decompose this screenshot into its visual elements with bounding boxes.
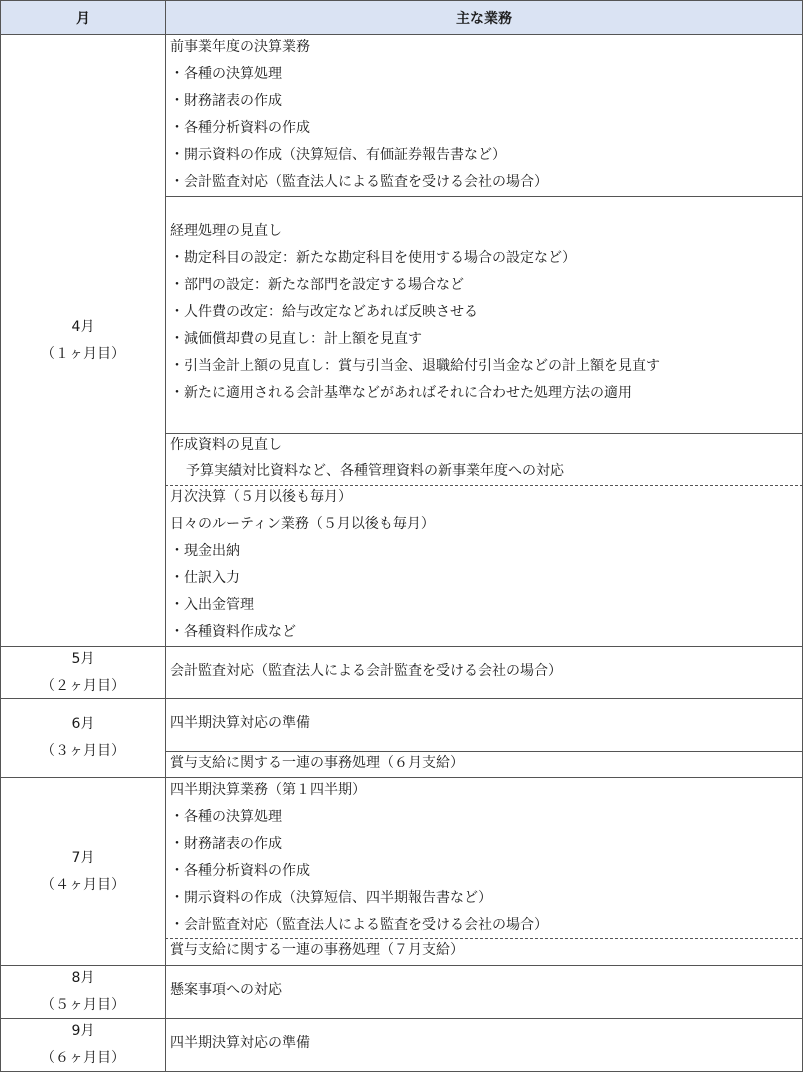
task-item: ・勘定科目の設定：新たな勘定科目を使用する場合の設定など） [170, 250, 576, 266]
task-heading: 経理処理の見直し [170, 223, 282, 239]
task-item: ・引当金計上額の見直し：賞与引当金、退職給付引当金などの計上額を見直す [170, 358, 660, 374]
task-item: ・会計監査対応（監査法人による監査を受ける会社の場合） [170, 174, 548, 190]
task-item: ・減価償却費の見直し：計上額を見直す [170, 331, 422, 347]
header-month: 月 [0, 0, 166, 35]
task-item: 予算実績対比資料など、各種管理資料の新事業年度への対応 [186, 463, 564, 479]
task-cell-april-accounting-review [165, 196, 803, 434]
task-item: ・財務諸表の作成 [170, 93, 282, 109]
task-item: 懸案事項への対応 [170, 982, 282, 998]
task-item: ・入出金管理 [170, 597, 254, 613]
task-item: 四半期決算対応の準備 [170, 715, 310, 731]
task-cell-july-quarterly-closing [165, 777, 803, 939]
task-cell-june-quarterly-prep [165, 698, 803, 752]
task-item: ・各種分析資料の作成 [170, 863, 310, 879]
header-main-tasks: 主な業務 [165, 0, 803, 35]
task-item: ・現金出納 [170, 543, 240, 559]
task-item: ・部門の設定：新たな部門を設定する場合など [170, 277, 464, 293]
month-sub: （３ヶ月目） [41, 743, 125, 759]
task-heading: 月次決算（５月以後も毎月） [170, 489, 352, 505]
month-cell-may [0, 646, 166, 699]
month-label: 8月 [71, 970, 95, 986]
month-label: 5月 [71, 650, 95, 667]
month-cell-august [0, 965, 166, 1019]
task-heading: 前事業年度の決算業務 [170, 39, 310, 55]
task-item: 賞与支給に関する一連の事務処理（７月支給） [170, 942, 464, 958]
month-label: 6月 [71, 716, 95, 732]
task-item: ・開示資料の作成（決算短信、有価証券報告書など） [170, 147, 506, 163]
task-cell-september [165, 1018, 803, 1072]
task-item: ・各種資料作成など [170, 624, 296, 640]
task-cell-july-bonus [165, 938, 803, 966]
task-item: ・開示資料の作成（決算短信、四半期報告書など） [170, 890, 492, 906]
month-cell-april [0, 34, 166, 647]
task-item: ・会計監査対応（監査法人による監査を受ける会社の場合） [170, 917, 548, 933]
month-cell-september [0, 1018, 166, 1072]
month-label: 9月 [71, 1023, 95, 1039]
task-item: ・仕訳入力 [170, 570, 240, 586]
month-sub: （４ヶ月目） [41, 876, 125, 893]
task-item: ・各種の決算処理 [170, 66, 282, 82]
task-item: 四半期決算対応の準備 [170, 1035, 310, 1051]
task-item: ・各種分析資料の作成 [170, 120, 310, 136]
task-heading: 四半期決算業務（第１四半期） [170, 782, 366, 798]
task-cell-april-document-review [165, 433, 803, 486]
task-cell-june-bonus [165, 751, 803, 778]
task-cell-april-closing [165, 34, 803, 197]
task-item: 会計監査対応（監査法人による会計監査を受ける会社の場合） [170, 663, 562, 679]
month-label: 4月 [71, 318, 95, 335]
task-item: 賞与支給に関する一連の事務処理（６月支給） [170, 755, 464, 771]
task-cell-august [165, 965, 803, 1019]
task-item: ・各種の決算処理 [170, 809, 282, 825]
month-label: 7月 [71, 849, 95, 866]
task-cell-april-monthly-routine [165, 485, 803, 647]
month-sub: （１ヶ月目） [41, 345, 125, 362]
month-sub: （５ヶ月目） [41, 997, 125, 1013]
month-cell-june [0, 698, 166, 778]
month-sub: （６ヶ月目） [41, 1050, 125, 1066]
month-sub: （２ヶ月目） [41, 677, 125, 694]
task-cell-may [165, 646, 803, 699]
task-item: ・新たに適用される会計基準などがあればそれに合わせた処理方法の適用 [170, 385, 632, 401]
task-item: ・財務諸表の作成 [170, 836, 282, 852]
task-heading: 日々のルーティン業務（５月以後も毎月） [170, 516, 435, 532]
task-item: ・人件費の改定：給与改定などあれば反映させる [170, 304, 478, 320]
task-heading: 作成資料の見直し [170, 437, 282, 453]
month-cell-july [0, 777, 166, 966]
